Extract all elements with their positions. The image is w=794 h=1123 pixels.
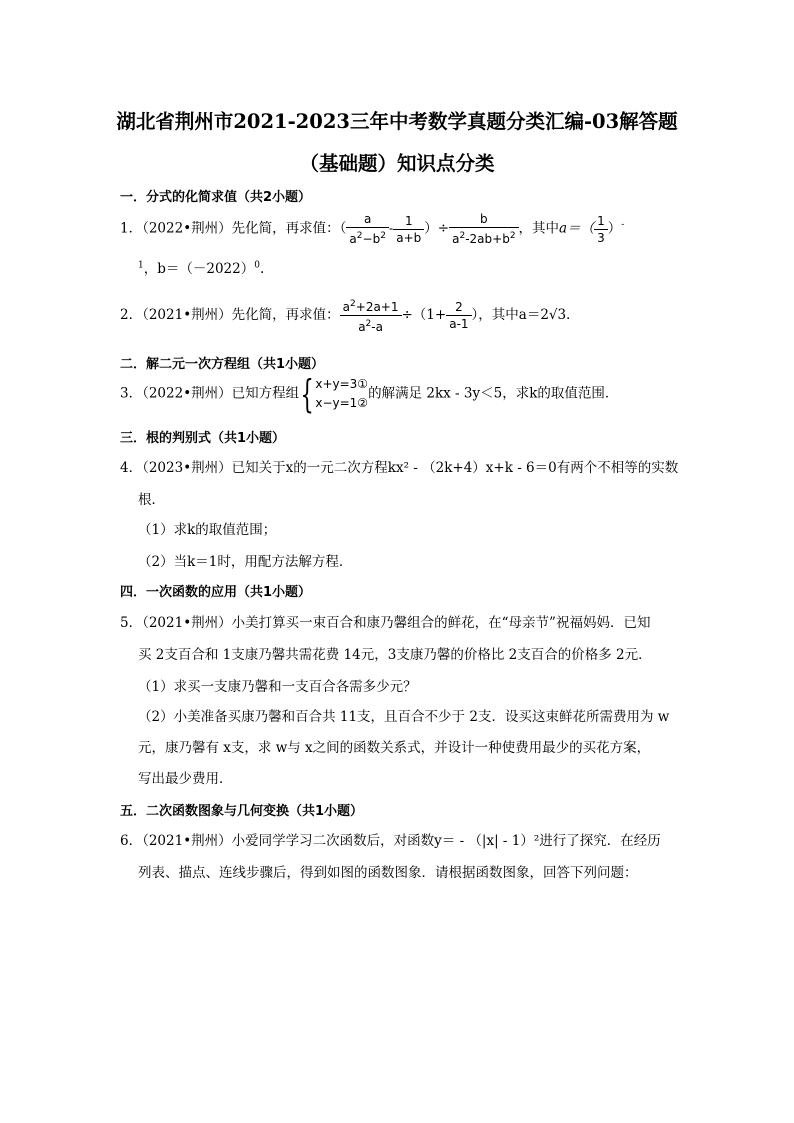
page-title: 湖北省荆州市2021-2023三年中考数学真题分类汇编-03解答题 (116, 110, 678, 133)
question-3: 3．（2022•荆州）已知方程组{ x+y=3① x−y=1② 的解满足 2kx - 3y＜5，求k的取值范围． (120, 372, 619, 416)
question-6-line-2: 列表、描点、连线步骤后，得到如图的函数图象．请根据函数图象，回答下列问题： (138, 865, 638, 881)
question-4-line-2: 根． (138, 492, 165, 508)
question-5-line-1: 5．（2021•荆州）小美打算买一束百合和康乃馨组合的鲜花，在“母亲节”祝福妈妈．已知 (120, 615, 651, 631)
fraction: $\frac{1}{a+b}$ (393, 213, 424, 246)
question-5-line-2: 买 2支百合和 1支康乃馨共需花费 14元，3支康乃馨的价格比 2支百合的价格多 2元． (138, 647, 652, 663)
question-5-part-1: （1）求买一支康乃馨和一支百合各需多少元？ (138, 679, 417, 695)
question-1-line-1: 1．（2022•荆州）先化简，再求值：（ $\frac{a}{a^2-b^2}$ - $\frac{1}{a+b}$ ）÷ $\frac{b}{a^2-2ab+b^2}$ ，其中a＝（ $\frac{1}{3}$ ）- (120, 212, 625, 246)
question-1-prefix: 1．（2022•荆州）先化简，再求值：（ (120, 220, 347, 237)
question-4-part-2: （2）当k＝1时，用配方法解方程． (138, 554, 353, 570)
section-heading-3: 三．根的判别式（共1小题） (120, 431, 286, 446)
fraction: $\frac{1}{3}$ (594, 213, 608, 246)
question-2: 2．（2021•荆州）先化简，再求值： $\frac{a^2+2a+1}{a^2-a}$ ÷（1+ $\frac{2}{a-1}$ ），其中a＝2√3． (120, 296, 580, 335)
section-heading-5: 五．二次函数图象与几何变换（共1小题） (120, 804, 364, 819)
question-6-line-1: 6．（2021•荆州）小爱同学学习二次函数后，对函数y＝ - （|x| - 1）²进行了探究．在经历 (120, 833, 661, 849)
section-heading-1: 一．分式的化简求值（共2小题） (120, 190, 312, 205)
question-4-part-1: （1）求k的取值范围； (138, 522, 277, 538)
question-1-line-2: $^1$，$b=(-2022)^0$. (138, 260, 265, 277)
fraction: $\frac{a^2+2a+1}{a^2-a}$ (340, 296, 402, 335)
section-heading-4: 四．一次函数的应用（共1小题） (120, 585, 312, 600)
page-subtitle: （基础题）知识点分类 (299, 152, 495, 175)
section-heading-2: 二．解二元一次方程组（共1小题） (120, 357, 325, 372)
equation-system: x+y=3① x−y=1② (315, 377, 369, 410)
question-5-part-2-line-1: （2）小美准备买康乃馨和百合共 11支，且百合不少于 2支．设买这束鲜花所需费用为 w (138, 709, 670, 725)
question-5-part-2-line-2: 元，康乃馨有 x支，求 w与 x之间的函数关系式，并设计一种使费用最少的买花方案， (138, 740, 651, 756)
question-5-part-2-line-3: 写出最少费用． (138, 771, 233, 787)
brace: { (300, 372, 314, 416)
fraction: $\frac{2}{a-1}$ (446, 299, 471, 332)
question-4-line-1: 4．（2023•荆州）已知关于x的一元二次方程kx² - （2k+4）x+k - 6＝0有两个不相等的实数 (120, 460, 679, 476)
fraction: $\frac{a}{a^2-b^2}$ (346, 211, 389, 247)
fraction: $\frac{b}{a^2-2ab+b^2}$ (449, 211, 518, 247)
